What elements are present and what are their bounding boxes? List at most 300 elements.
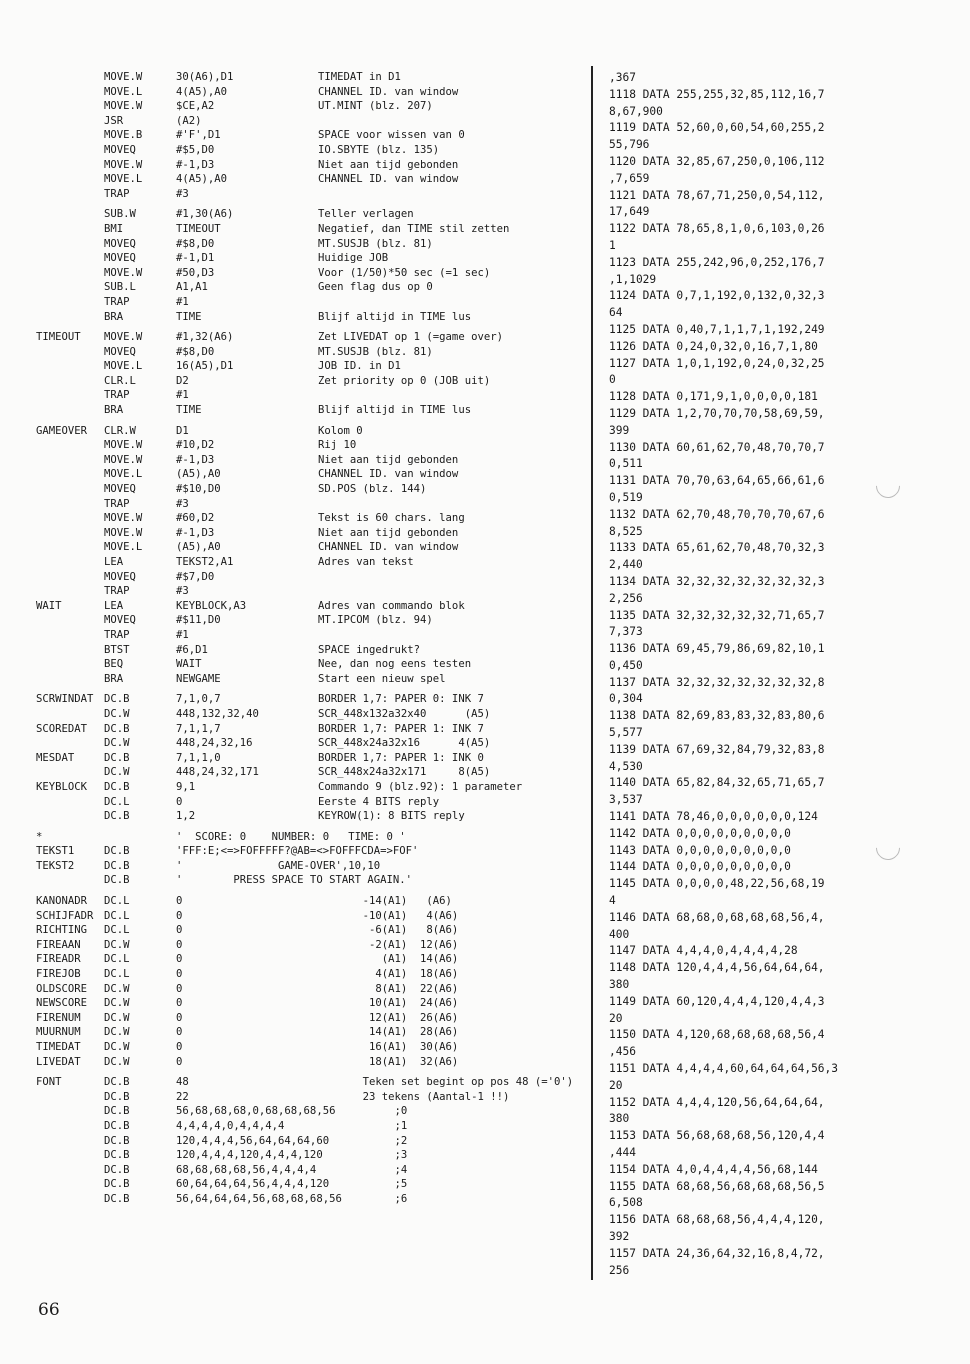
asm-line (36, 584, 588, 599)
asm-comment: -6(A1) 8(A6) (318, 924, 459, 937)
asm-opcode: MOVE.W (104, 526, 143, 539)
asm-line (36, 1055, 588, 1070)
asm-label: FIREADR (36, 953, 81, 966)
asm-line (36, 859, 588, 874)
asm-comment: ;1 (318, 1119, 408, 1132)
basic-line: 380 (609, 978, 630, 992)
asm-line (36, 266, 588, 281)
asm-line (36, 873, 588, 888)
asm-line (36, 1134, 588, 1149)
asm-opcode: LEA (104, 556, 124, 568)
asm-comment: Zet LIVEDAT op 1 (=game over) (318, 331, 503, 344)
asm-line (36, 1177, 588, 1192)
asm-comment: Blijf altijd in TIME lus (318, 310, 472, 323)
basic-line: 3,537 (609, 793, 643, 807)
basic-line: 0 (609, 373, 616, 387)
basic-line: 1149 DATA 60,120,4,4,4,120,4,4,3 (609, 994, 825, 1008)
basic-line: 1121 DATA 78,67,71,250,0,54,112, (609, 188, 825, 202)
asm-line (36, 345, 588, 360)
asm-operand: #$8,D0 (176, 237, 215, 250)
asm-operand: 0 (176, 1041, 183, 1053)
asm-opcode: DC.L (104, 909, 130, 922)
asm-operand: #1,32(A6) (176, 331, 234, 344)
basic-line: 1119 DATA 52,60,0,60,54,60,255,2 (609, 121, 825, 135)
asm-operand: 0 (176, 895, 183, 908)
basic-line: 1137 DATA 32,32,32,32,32,32,32,8 (609, 675, 825, 689)
asm-comment: ;4 (318, 1163, 408, 1176)
asm-comment: Blijf altijd in TIME lus (318, 404, 472, 417)
asm-comment: Eerste 4 BITS reply (318, 795, 440, 808)
asm-operand: (A5),A0 (176, 541, 221, 554)
asm-comment: Niet aan tijd gebonden (318, 453, 459, 466)
asm-operand: 0 (176, 1055, 183, 1068)
asm-operand: #$10,D0 (176, 483, 221, 496)
asm-label: OLDSCORE (36, 982, 88, 995)
basic-line: 17,649 (609, 205, 650, 219)
basic-line: 5,577 (609, 726, 643, 740)
basic-line: 1139 DATA 67,69,32,84,79,32,83,8 (609, 742, 825, 756)
asm-opcode: MOVE.W (104, 266, 143, 279)
basic-line: 7,373 (609, 625, 643, 639)
asm-operand: 4(A5),A0 (176, 173, 228, 186)
asm-opcode: TRAP (104, 389, 130, 402)
asm-opcode: BTST (104, 643, 130, 656)
asm-opcode: BMI (104, 222, 124, 235)
asm-line (36, 310, 588, 325)
asm-opcode: DC.B (104, 1076, 130, 1089)
asm-line (36, 359, 588, 374)
asm-operand: 448,24,32,16 (176, 737, 253, 750)
asm-operand: 0 (176, 953, 183, 966)
asm-operand: 0 (176, 795, 183, 808)
asm-label: WAIT (36, 599, 62, 612)
basic-line: 8,525 (609, 524, 643, 538)
asm-line (36, 722, 588, 737)
basic-line: 1153 DATA 56,68,68,68,56,120,4,4 (609, 1129, 825, 1143)
asm-opcode: DC.B (104, 1134, 130, 1147)
asm-comment: 12(A1) 26(A6) (318, 1011, 459, 1024)
asm-opcode: MOVEQ (104, 614, 136, 627)
asm-opcode: DC.W (104, 707, 130, 720)
asm-operand: 56,64,64,64,56,68,68,68,56 (176, 1192, 342, 1205)
asm-comment: Voor (1/50)*50 sec (=1 sec) (318, 266, 491, 279)
asm-label: * (36, 830, 43, 843)
asm-comment: SPACE ingedrukt? (318, 643, 421, 656)
asm-opcode: CLR.L (104, 374, 136, 387)
basic-line: 400 (609, 927, 630, 941)
asm-comment: ;3 (318, 1149, 408, 1162)
asm-line (36, 672, 588, 687)
asm-operand: 7,1,1,7 (176, 722, 221, 735)
asm-opcode: BRA (104, 404, 124, 417)
asm-operand: 68,68,68,68,56,4,4,4,4 (176, 1163, 317, 1176)
basic-line: 1141 DATA 78,46,0,0,0,0,0,0,124 (609, 810, 818, 824)
basic-line: 1157 DATA 24,36,64,32,16,8,4,72, (609, 1246, 825, 1260)
asm-line (36, 570, 588, 585)
asm-line (36, 453, 588, 468)
asm-operand: 448,24,32,171 (176, 766, 259, 779)
asm-comment: 23 tekens (Aantal-1 !!) (318, 1090, 510, 1103)
asm-comment: 8(A1) 22(A6) (318, 982, 459, 995)
asm-line (36, 158, 588, 173)
asm-opcode: DC.B (104, 1192, 130, 1205)
basic-line: 1126 DATA 0,24,0,32,0,16,7,1,80 (609, 339, 818, 353)
asm-opcode: DC.L (104, 795, 130, 808)
asm-opcode: DC.L (104, 953, 130, 966)
asm-opcode: TRAP (104, 585, 130, 598)
asm-comment: Huidige JOB (318, 252, 389, 265)
asm-line (36, 70, 588, 85)
asm-line (36, 1025, 588, 1040)
asm-line (36, 830, 588, 845)
asm-operand: #3 (176, 497, 189, 510)
asm-line (36, 894, 588, 909)
asm-opcode: JSR (104, 114, 124, 127)
asm-operand: A1,A1 (176, 281, 208, 294)
basic-line: 1122 DATA 78,65,8,1,0,6,103,0,26 (609, 222, 825, 236)
assembly-listing (36, 70, 588, 1207)
asm-line (36, 540, 588, 555)
asm-comment: TIMEDAT in D1 (318, 71, 401, 83)
basic-line: ,1,1029 (609, 272, 657, 286)
asm-line (36, 996, 588, 1011)
asm-line (36, 707, 588, 722)
asm-line (36, 467, 588, 482)
asm-comment: Negatief, dan TIME stil zetten (318, 222, 510, 235)
basic-line: 1134 DATA 32,32,32,32,32,32,32,3 (609, 574, 825, 588)
asm-line (36, 952, 588, 967)
asm-opcode: DC.B (104, 1163, 130, 1176)
asm-opcode: MOVE.W (104, 512, 143, 525)
basic-line: 1155 DATA 68,68,56,68,68,68,56,5 (609, 1179, 825, 1193)
asm-opcode: BRA (104, 672, 124, 685)
asm-line (36, 128, 588, 143)
asm-opcode: DC.B (104, 1149, 130, 1162)
asm-operand: KEYBLOCK,A3 (176, 599, 247, 612)
asm-comment: ;5 (318, 1178, 408, 1191)
asm-operand: 4(A5),A0 (176, 85, 228, 98)
asm-operand: #-1,D3 (176, 453, 215, 466)
basic-line: 1150 DATA 4,120,68,68,68,68,56,4 (609, 1028, 825, 1042)
asm-label: TEKST1 (36, 845, 75, 858)
asm-line (36, 237, 588, 252)
basic-line: 55,796 (609, 138, 650, 152)
asm-operand: 56,68,68,68,0,68,68,68,56 (176, 1105, 336, 1118)
asm-line (36, 643, 588, 658)
basic-line: ,367 (609, 71, 636, 84)
asm-comment: 18(A1) 32(A6) (318, 1055, 459, 1068)
asm-comment: SPACE voor wissen van 0 (318, 129, 465, 142)
asm-line (36, 1192, 588, 1207)
asm-line (36, 172, 588, 187)
asm-operand: #$5,D0 (176, 143, 215, 156)
asm-operand: 22 (176, 1090, 189, 1103)
asm-line (36, 511, 588, 526)
asm-label: MUURNUM (36, 1026, 81, 1039)
asm-comment: SCR_448x24a32x16 4(A5) (318, 737, 491, 750)
asm-label: RICHTING (36, 924, 88, 937)
basic-line: 1128 DATA 0,171,9,1,0,0,0,0,181 (609, 390, 818, 404)
asm-opcode: MOVE.B (104, 129, 143, 142)
asm-operand: ' PRESS SPACE TO START AGAIN.' (176, 874, 412, 887)
asm-opcode: DC.W (104, 1055, 130, 1068)
asm-operand: #50,D3 (176, 266, 215, 279)
basic-line: 1130 DATA 60,61,62,70,48,70,70,7 (609, 440, 825, 454)
asm-operand: #-1,D1 (176, 252, 215, 265)
asm-opcode: MOVE.L (104, 85, 143, 98)
asm-opcode: TRAP (104, 497, 130, 510)
asm-operand: #'F',D1 (176, 129, 221, 142)
asm-line (36, 765, 588, 780)
asm-opcode: MOVE.L (104, 360, 143, 373)
asm-comment: SCR_448x132a32x40 (A5) (318, 707, 491, 720)
asm-comment: MT.SUSJB (blz. 81) (318, 345, 433, 358)
basic-line: 1156 DATA 68,68,68,56,4,4,4,120, (609, 1213, 825, 1227)
asm-operand: #$7,D0 (176, 570, 215, 583)
basic-data-listing (609, 70, 939, 1279)
asm-line (36, 143, 588, 158)
basic-line: 1144 DATA 0,0,0,0,0,0,0,0,0 (609, 860, 791, 874)
asm-operand: 60,64,64,64,56,4,4,4,120 (176, 1178, 330, 1191)
basic-line: 1135 DATA 32,32,32,32,32,71,65,7 (609, 608, 825, 622)
asm-line (36, 207, 588, 222)
asm-operand: 0 (176, 909, 183, 922)
asm-operand: D1 (176, 424, 189, 437)
asm-operand: 0 (176, 924, 183, 937)
asm-comment: Niet aan tijd gebonden (318, 526, 459, 539)
basic-line: 0,511 (609, 457, 643, 471)
asm-opcode: BEQ (104, 658, 124, 671)
asm-line (36, 967, 588, 982)
asm-operand: 0 (176, 982, 183, 995)
asm-label: TIMEOUT (36, 331, 81, 344)
asm-opcode: SUB.L (104, 281, 136, 294)
basic-line: 1120 DATA 32,85,67,250,0,106,112 (609, 154, 825, 168)
asm-operand: #-1,D3 (176, 526, 215, 539)
asm-comment: ;0 (318, 1105, 408, 1118)
asm-line (36, 751, 588, 766)
asm-comment: UT.MINT (blz. 207) (318, 100, 433, 113)
asm-comment: CHANNEL ID. van window (318, 85, 459, 98)
basic-line: 1132 DATA 62,70,48,70,70,70,67,6 (609, 507, 825, 521)
asm-line (36, 780, 588, 795)
basic-line: 1148 DATA 120,4,4,4,56,64,64,64, (609, 961, 825, 975)
asm-comment: Tekst is 60 chars. lang (318, 512, 465, 525)
asm-comment: Nee, dan nog eens testen (318, 658, 472, 671)
basic-line: 1145 DATA 0,0,0,0,48,22,56,68,19 (609, 877, 825, 891)
basic-line: 1147 DATA 4,4,4,0,4,4,4,4,28 (609, 944, 798, 958)
asm-comment: MT.IPCOM (blz. 94) (318, 614, 433, 627)
asm-line (36, 613, 588, 628)
asm-comment: Teken set begint op pos 48 (='0') (318, 1076, 574, 1089)
asm-line (36, 187, 588, 202)
asm-opcode: DC.L (104, 968, 130, 981)
asm-operand: 120,4,4,4,120,4,4,4,120 (176, 1149, 323, 1162)
basic-line: 1143 DATA 0,0,0,0,0,0,0,0,0 (609, 843, 791, 857)
asm-label: FONT (36, 1076, 62, 1089)
asm-line (36, 388, 588, 403)
asm-opcode: MOVE.W (104, 331, 143, 344)
basic-line: 1138 DATA 82,69,83,83,32,83,80,6 (609, 709, 825, 723)
basic-line: 256 (609, 1263, 630, 1277)
asm-operand: #1 (176, 389, 189, 402)
asm-opcode: DC.B (104, 845, 130, 858)
asm-comment: KEYROW(1): 8 BITS reply (318, 810, 465, 823)
asm-line (36, 657, 588, 672)
asm-comment: ;2 (318, 1134, 408, 1147)
asm-opcode: MOVE.W (104, 158, 143, 171)
basic-line: 1142 DATA 0,0,0,0,0,0,0,0,0 (609, 826, 791, 840)
basic-line: 8,67,900 (609, 104, 663, 118)
asm-opcode: MOVE.W (104, 100, 143, 113)
asm-opcode: MOVE.W (104, 453, 143, 466)
asm-label: FIRENUM (36, 1011, 81, 1024)
basic-line: 20 (609, 1078, 623, 1092)
asm-comment: JOB ID. in D1 (318, 360, 401, 373)
basic-line: ,444 (609, 1146, 636, 1159)
asm-operand: 16(A5),D1 (176, 360, 234, 373)
basic-line: 1152 DATA 4,4,4,120,56,64,64,64, (609, 1095, 825, 1109)
asm-operand: 0 (176, 938, 183, 951)
asm-line (36, 482, 588, 497)
asm-line (36, 424, 588, 439)
asm-opcode: LEA (104, 599, 124, 612)
basic-line: 1118 DATA 255,255,32,85,112,16,7 (609, 87, 825, 101)
basic-line: 1127 DATA 1,0,1,192,0,24,0,32,25 (609, 356, 825, 370)
asm-opcode: TRAP (104, 295, 130, 308)
asm-operand: 'FFF:E;<=>FOFFFFF?@AB=<>FOFFFCDA=>FOF' (176, 845, 419, 858)
asm-comment: -2(A1) 12(A6) (318, 938, 459, 951)
asm-comment: Adres van commando blok (318, 599, 465, 612)
asm-line (36, 99, 588, 114)
asm-line (36, 280, 588, 295)
asm-opcode: DC.B (104, 693, 130, 706)
asm-operand: TEKST2,A1 (176, 556, 234, 568)
asm-comment: Kolom 0 (318, 424, 363, 437)
asm-operand: #60,D2 (176, 512, 215, 525)
asm-comment: Adres van tekst (318, 556, 414, 568)
asm-label: KEYBLOCK (36, 780, 88, 793)
asm-operand: 7,1,1,0 (176, 751, 221, 764)
asm-operand: ' SCORE: 0 NUMBER: 0 TIME: 0 ' (176, 830, 406, 843)
asm-opcode: MOVE.W (104, 439, 143, 452)
asm-operand: (A5),A0 (176, 468, 221, 481)
asm-operand: #3 (176, 585, 189, 598)
asm-line (36, 1104, 588, 1119)
asm-line (36, 438, 588, 453)
asm-opcode: DC.L (104, 895, 130, 908)
asm-opcode: DC.B (104, 1105, 130, 1118)
basic-line: 1146 DATA 68,68,0,68,68,68,56,4, (609, 910, 825, 924)
asm-comment: MT.SUSJB (blz. 81) (318, 237, 433, 250)
asm-opcode: TRAP (104, 628, 130, 641)
asm-comment: SCR_448x24a32x171 8(A5) (318, 766, 491, 779)
asm-opcode: MOVE.L (104, 541, 143, 554)
asm-line (36, 809, 588, 824)
asm-comment: 14(A1) 28(A6) (318, 1026, 459, 1039)
asm-opcode: MOVE.L (104, 468, 143, 481)
asm-line (36, 736, 588, 751)
asm-label: FIREJOB (36, 968, 81, 981)
asm-opcode: DC.B (104, 1178, 130, 1191)
asm-line (36, 844, 588, 859)
asm-operand: WAIT (176, 658, 202, 671)
asm-label: GAMEOVER (36, 424, 88, 437)
asm-comment: Zet priority op 0 (JOB uit) (318, 374, 491, 387)
basic-line: 64 (609, 306, 623, 320)
basic-line: 2,256 (609, 591, 643, 605)
basic-line: 1133 DATA 65,61,62,70,48,70,32,3 (609, 541, 825, 555)
asm-opcode: DC.W (104, 938, 130, 951)
asm-operand: $CE,A2 (176, 100, 215, 113)
asm-operand: 448,132,32,40 (176, 707, 259, 720)
asm-opcode: DC.B (104, 1119, 130, 1132)
asm-operand: 120,4,4,4,56,64,64,64,60 (176, 1134, 330, 1147)
basic-line: 0,304 (609, 692, 643, 706)
asm-line (36, 497, 588, 512)
asm-opcode: DC.W (104, 737, 130, 750)
basic-line: 6,508 (609, 1196, 643, 1210)
asm-comment: 4(A1) 18(A6) (318, 968, 459, 981)
asm-line (36, 114, 588, 129)
asm-opcode: MOVE.W (104, 71, 143, 83)
asm-opcode: DC.L (104, 924, 130, 937)
asm-label: NEWSCORE (36, 997, 88, 1010)
asm-line (36, 938, 588, 953)
asm-line (36, 1075, 588, 1090)
asm-line (36, 251, 588, 266)
asm-comment: Start een nieuw spel (318, 672, 446, 685)
asm-label: FIREAAN (36, 938, 81, 951)
asm-opcode: DC.W (104, 766, 130, 779)
asm-opcode: MOVEQ (104, 237, 136, 250)
asm-line (36, 1011, 588, 1026)
asm-label: MESDAT (36, 751, 75, 764)
asm-operand: 48 (176, 1076, 189, 1089)
asm-operand: 0 (176, 997, 183, 1010)
asm-comment: Niet aan tijd gebonden (318, 158, 459, 171)
asm-opcode: DC.W (104, 1026, 130, 1039)
basic-line: 0,519 (609, 490, 643, 504)
asm-operand: 1,2 (176, 810, 196, 823)
asm-operand: 0 (176, 1011, 183, 1024)
asm-operand: #6,D1 (176, 643, 208, 656)
basic-line: 399 (609, 423, 630, 437)
basic-line: 0,450 (609, 658, 643, 672)
asm-line (36, 628, 588, 643)
asm-line (36, 1119, 588, 1134)
asm-operand: #-1,D3 (176, 158, 215, 171)
asm-line (36, 909, 588, 924)
asm-opcode: DC.B (104, 751, 130, 764)
asm-comment: Rij 10 (318, 439, 357, 452)
asm-opcode: MOVEQ (104, 570, 136, 583)
page-number: 66 (38, 1300, 60, 1320)
asm-comment: Commando 9 (blz.92): 1 parameter (318, 780, 523, 793)
basic-line: 4,530 (609, 759, 643, 773)
asm-opcode: DC.W (104, 982, 130, 995)
asm-line (36, 1040, 588, 1055)
asm-comment: Geen flag dus op 0 (318, 281, 433, 294)
basic-line: 1123 DATA 255,242,96,0,252,176,7 (609, 255, 825, 269)
column-divider (591, 66, 593, 1280)
asm-label: TEKST2 (36, 859, 75, 872)
basic-line: 20 (609, 1011, 623, 1025)
asm-label: SCHIJFADR (36, 909, 94, 922)
asm-label: SCOREDAT (36, 722, 88, 735)
basic-line: 1129 DATA 1,2,70,70,70,58,69,59, (609, 406, 825, 420)
basic-line: 1154 DATA 4,0,4,4,4,4,56,68,144 (609, 1162, 818, 1176)
